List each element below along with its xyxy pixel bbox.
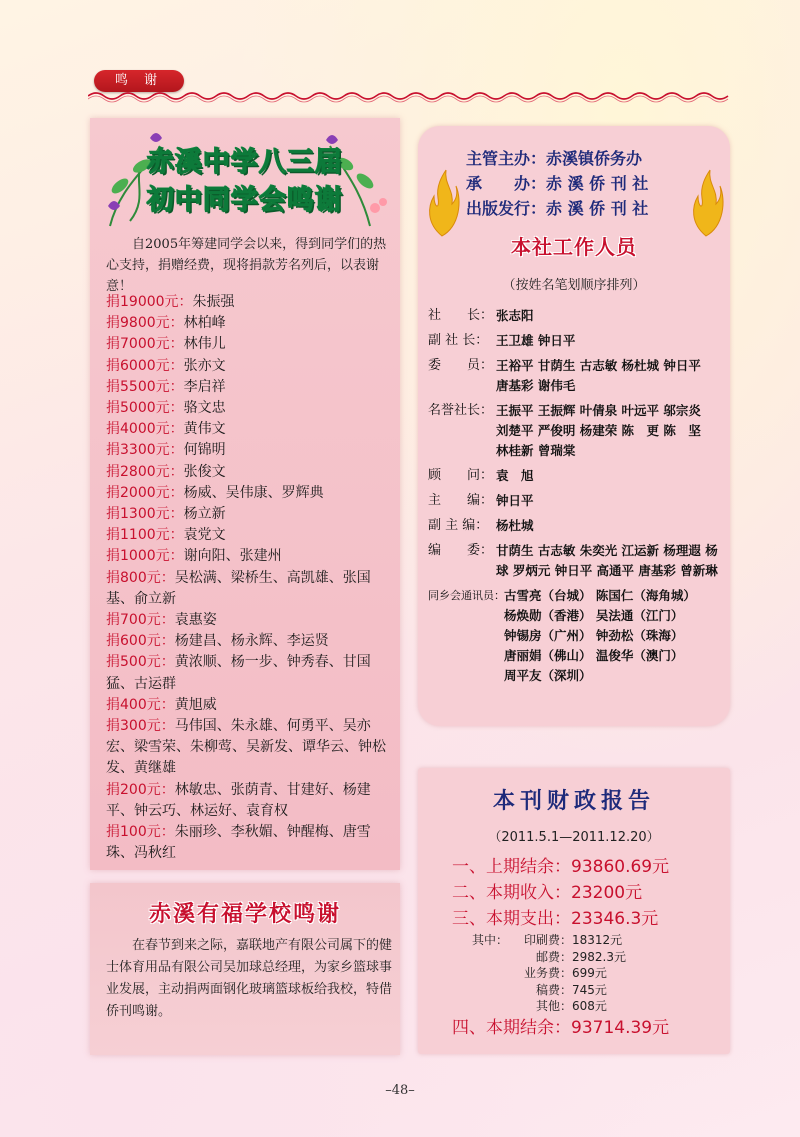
staff-names: 杨杜城	[496, 518, 534, 533]
donor-amount: 捐3300元：	[106, 442, 184, 459]
donor-names: 朱丽珍、李秋媚、钟醒梅、唐雪珠、冯秋红	[106, 824, 371, 862]
donor-entry	[106, 440, 396, 461]
staff-names: 袁 旭	[496, 468, 534, 483]
donor-entry	[106, 695, 396, 716]
finance-closing: 四、本期结余：93714.39元	[452, 1017, 670, 1038]
school-thanks-body: 在春节到来之际，嘉联地产有限公司属下的健士体育用品有限公司吴加球总经理，为家乡篮球事业发展，主动捐两面钢化玻璃篮球板给我校，特借侨刊鸣谢。	[106, 938, 393, 1019]
staff-row	[428, 586, 724, 686]
wave-divider	[88, 88, 734, 104]
publisher-info	[418, 146, 730, 221]
expense-value: 2982.3元	[572, 949, 626, 964]
staff-row	[428, 516, 724, 536]
donor-names: 杨建昌、杨永辉、李运贤	[174, 633, 329, 650]
finance-line: 三、本期支出：23346.3元	[452, 909, 659, 929]
donor-entry	[106, 631, 396, 652]
donor-amount: 捐5500元：	[106, 378, 184, 395]
staff-role: 社 长：	[428, 308, 494, 323]
expense-item	[472, 982, 722, 999]
donor-entry	[106, 356, 396, 377]
donor-entry	[106, 822, 396, 864]
donor-names: 何锦明	[183, 442, 226, 459]
donor-names: 林伟儿	[183, 336, 226, 353]
donor-amount: 捐2800元：	[106, 463, 184, 480]
staff-role: 顾 问：	[428, 468, 494, 483]
donor-amount: 捐300元：	[106, 718, 175, 735]
donor-names: 林敏忠、张荫青、甘建好、杨建平、钟云巧、林运好、袁育权	[106, 781, 371, 819]
publisher-distributor: 出版发行：赤 溪 侨 刊 社	[466, 199, 649, 218]
alumni-intro: 自2005年筹建同学会以来，得到同学们的热心支持，捐赠经费，现将捐款芳名列后，以表谢意！	[106, 237, 387, 294]
donor-names: 马伟国、朱永雄、何勇平、吴亦宏、梁雪荣、朱柳莺、吴新发、谭华云、钟松发、黄继雄	[106, 718, 386, 777]
donor-amount: 捐5000元：	[106, 400, 184, 417]
donor-amount: 捐1100元：	[106, 527, 184, 544]
staff-subtitle: （按姓名笔划顺序排列）	[502, 278, 646, 293]
donor-amount: 捐4000元：	[106, 421, 184, 438]
expense-prefix: 其中：	[472, 933, 509, 947]
donor-entry	[106, 419, 396, 440]
donor-names: 杨立新	[183, 506, 226, 523]
expense-value: 699元	[572, 966, 607, 980]
donor-amount: 捐100元：	[106, 824, 175, 841]
alumni-title-line2: 初中同学会鸣谢	[147, 185, 343, 216]
donor-entry	[106, 525, 396, 546]
alumni-title-line1: 赤溪中学八三届	[147, 147, 343, 178]
expense-label: 印刷费：	[523, 933, 572, 947]
donor-amount: 捐6000元：	[106, 357, 184, 374]
finance-title: 本刊财政报告	[492, 789, 655, 814]
donor-entry	[106, 546, 396, 567]
donor-amount: 捐200元：	[106, 781, 175, 798]
donor-entry	[106, 652, 396, 694]
donor-amount: 捐700元：	[106, 612, 175, 629]
staff-role: 主 编：	[428, 493, 494, 508]
staff-row	[428, 541, 731, 581]
donor-entry	[106, 504, 396, 525]
donor-names: 骆文忠	[183, 400, 226, 417]
expense-label: 业务费：	[523, 966, 572, 980]
staff-row	[428, 466, 724, 486]
donor-names: 张亦文	[183, 357, 226, 374]
section-tag: 鸣 谢	[94, 70, 184, 92]
finance-line: 一、上期结余：93860.69元	[452, 857, 670, 877]
donor-names: 李启祥	[183, 378, 226, 395]
staff-names: 王振平 王振辉 叶倩泉 叶远平 邬宗炎 刘楚平 严俊明 杨建荣 陈 更 陈 坚 林桂新 曾瑞棠	[496, 403, 701, 458]
donor-amount: 捐800元：	[106, 569, 175, 586]
finance-lines	[452, 854, 722, 1041]
staff-row	[428, 306, 724, 326]
finance-line: 二、本期收入：23200元	[452, 883, 643, 903]
staff-role: 同乡会通讯员：	[428, 589, 505, 602]
expense-item	[472, 965, 722, 982]
staff-role: 编 委：	[428, 543, 494, 558]
donor-names: 谢向阳、张建州	[183, 548, 282, 565]
expense-value: 608元	[572, 999, 607, 1013]
school-thanks-title: 赤溪有福学校鸣谢	[148, 902, 341, 927]
staff-row	[428, 491, 724, 511]
donor-names: 黄旭威	[174, 696, 217, 713]
donor-entry	[106, 568, 396, 610]
staff-row	[428, 356, 724, 396]
donor-names: 朱振强	[192, 294, 235, 310]
staff-title: 本社工作人员	[511, 235, 637, 259]
donor-names: 张俊文	[183, 463, 226, 480]
expense-item	[472, 998, 722, 1015]
donor-amount: 捐9800元：	[106, 315, 184, 332]
staff-role: 副 主 编：	[428, 518, 489, 533]
donor-amount: 捐2000元：	[106, 484, 184, 501]
staff-names: 钟日平	[496, 493, 534, 508]
school-thanks-panel	[90, 883, 400, 1055]
staff-names: 古雪亮（台城） 陈国仁（海角城） 杨焕勋（香港） 吴法通（江门） 钟锡房（广州） 钟劲松（珠海） 唐丽娟（佛山） 温俊华（澳门） 周平友（深圳）	[504, 588, 696, 683]
donor-names: 黄浓顺、杨一步、钟秀春、甘国猛、古运群	[106, 654, 371, 692]
donor-amount: 捐600元：	[106, 633, 175, 650]
donor-entry	[106, 716, 396, 780]
donor-names: 林柏峰	[183, 315, 226, 332]
expense-label: 稿费：	[535, 982, 572, 997]
expense-label: 邮费：	[535, 949, 572, 964]
donor-entry	[106, 398, 396, 419]
donor-list	[106, 292, 396, 864]
staff-names: 王裕平 甘荫生 古志敏 杨杜城 钟日平 唐基彩 谢伟毛	[496, 358, 701, 393]
donor-names: 杨威、吴伟康、罗辉典	[183, 484, 324, 501]
staff-list	[428, 306, 731, 691]
staff-row	[428, 331, 724, 351]
donor-amount: 捐500元：	[106, 654, 175, 671]
finance-panel	[418, 768, 730, 1054]
donor-names: 吴松满、梁桥生、高凯雄、张国基、俞立新	[106, 569, 371, 607]
expense-item	[472, 932, 722, 949]
donor-entry	[106, 313, 396, 334]
donor-entry	[106, 483, 396, 504]
publisher-undertaker: 承 办：赤 溪 侨 刊 社	[466, 174, 649, 193]
donor-entry	[106, 462, 396, 483]
alumni-thanks-panel	[90, 118, 400, 870]
donor-names: 袁惠姿	[174, 612, 217, 629]
donor-amount: 捐19000元：	[106, 294, 193, 310]
donor-amount: 捐1000元：	[106, 548, 184, 565]
staff-role: 委 员：	[428, 358, 494, 373]
donor-entry	[106, 292, 396, 313]
finance-period: （2011.5.1—2011.12.20）	[488, 830, 660, 845]
donor-entry	[106, 780, 396, 822]
staff-names: 甘荫生 古志敏 朱奕光 江运新 杨理遐 杨 球 罗炳元 钟日平 高通平 唐基彩 曾新琳	[496, 543, 731, 578]
donor-entry	[106, 610, 396, 631]
donor-amount: 捐1300元：	[106, 506, 184, 523]
donor-entry	[106, 334, 396, 355]
page-number: –48–	[385, 1083, 415, 1098]
staff-names: 张志阳	[496, 308, 534, 323]
publisher-sponsor: 主管主办：赤溪镇侨务办	[466, 149, 643, 168]
staff-panel	[418, 126, 730, 726]
alumni-title-block	[90, 126, 400, 234]
staff-row	[428, 401, 724, 461]
staff-names: 王卫雄 钟日平	[496, 333, 576, 348]
staff-role: 名誉社长：	[428, 403, 494, 418]
donor-amount: 捐7000元：	[106, 336, 184, 353]
staff-role: 副 社 长：	[428, 333, 489, 348]
expense-value: 745元	[572, 982, 607, 997]
expense-item	[472, 949, 722, 966]
finance-details	[472, 932, 722, 1015]
donor-names: 黄伟文	[183, 421, 226, 438]
donor-names: 袁党文	[183, 527, 226, 544]
donor-amount: 捐400元：	[106, 696, 175, 713]
expense-label: 其他：	[535, 999, 572, 1013]
donor-entry	[106, 377, 396, 398]
expense-value: 18312元	[572, 933, 623, 947]
